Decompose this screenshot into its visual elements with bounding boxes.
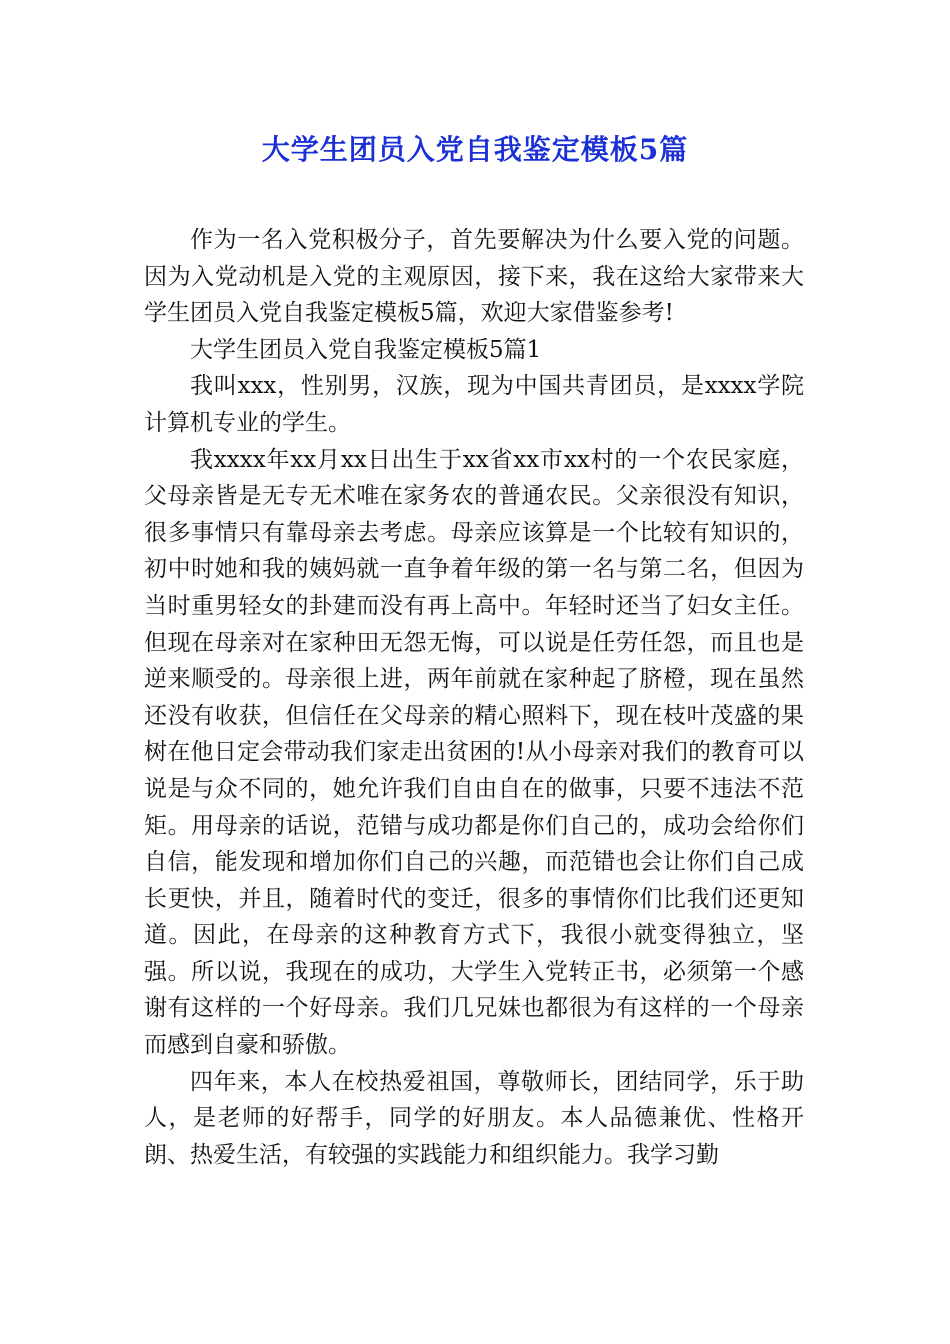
section-heading: 大学生团员入党自我鉴定模板5篇1 [190,336,542,363]
paragraph: 四年来，本人在校热爱祖国，尊敬师长，团结同学，乐于助人，是老师的好帮手，同学的好朋友。本人品德兼优、性格开朗、热爱生活，有较强的实践能力和组织能力。我学习勤 [144,1068,804,1168]
document-body [144,222,804,1173]
paragraph-intro: 作为一名入党积极分子，首先要解决为什么要入党的问题。因为入党动机是入党的主观原因，接下来，我在这给大家带来大学生团员入党自我鉴定模板5篇，欢迎大家借鉴参考! [144,227,804,327]
paragraph: 我xxxx年xx月xx日出生于xx省xx市xx村的一个农民家庭，父母亲皆是无专无术唯在家务农的普通农民。父亲很没有知识，很多事情只有靠母亲去考虑。母亲应该算是一个比较有知识的，初中时她和我的姨妈就一直争着年级的第一名与第二名，但因为当时重男轻女的卦建而没有再上高中。年轻时还当了妇女主任。但现在母亲对在家种田无怨无悔，可以说是任劳任怨，而且也是逆来顺受的。母亲很上进，两年前就在家种起了脐橙，现在虽然还没有收获，但信任在父母亲的精心照料下，现在枝叶茂盛的果树在他日定会带动我们家走出贫困的!从小母亲对我们的教育可以说是与众不同的，她允许我们自由自在的做事，只要不违法不范矩。用母亲的话说，范错与成功都是你们自己的，成功会给你们自信，能发现和增加你们自己的兴趣，而范错也会让你们自己成长更快，并且，随着时代的变迁，很多的事情你们比我们还更知道。因此，在母亲的这种教育方式下，我很小就变得独立，坚强。所以说，我现在的成功，大学生入党转正书，必须第一个感谢有这样的一个好母亲。我们几兄妹也都很为有这样的一个母亲而感到自豪和骄傲。 [144,446,804,1059]
paragraph: 我叫xxx，性别男，汉族，现为中国共青团员，是xxxx学院计算机专业的学生。 [144,373,804,436]
document-title: 大学生团员入党自我鉴定模板5篇 [261,133,689,166]
